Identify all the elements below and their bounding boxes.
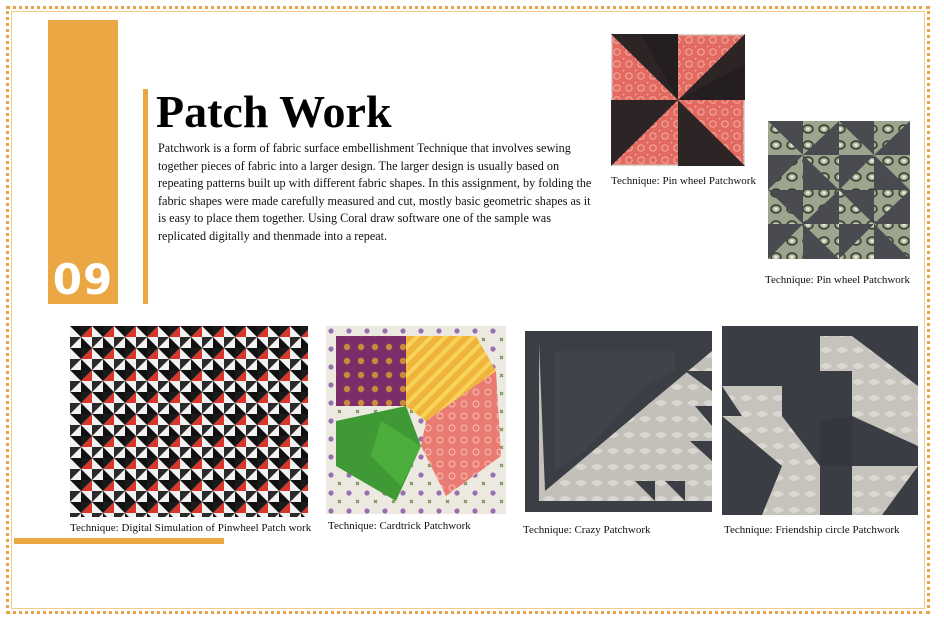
caption-pinwheel-2: Technique: Pin wheel Patchwork bbox=[765, 274, 910, 286]
crazy-patchwork-photo bbox=[525, 331, 712, 512]
caption-friendship: Technique: Friendship circle Patchwork bbox=[724, 524, 900, 536]
caption-cardtrick: Technique: Cardtrick Patchwork bbox=[328, 520, 471, 532]
pinwheel-coral-black-photo bbox=[611, 34, 745, 166]
friendship-circle-photo bbox=[722, 326, 918, 515]
page-number: 09 bbox=[52, 255, 114, 304]
caption-crazy: Technique: Crazy Patchwork bbox=[523, 524, 651, 536]
page-title: Patch Work bbox=[156, 86, 392, 137]
pinwheel-grey-green-photo bbox=[768, 121, 910, 259]
bottom-accent-bar bbox=[14, 538, 224, 544]
digital-pinwheel-repeat-photo bbox=[70, 326, 308, 517]
cardtrick-photo bbox=[326, 326, 506, 514]
caption-digital-simulation: Technique: Digital Simulation of Pinwheel Patch work bbox=[70, 522, 312, 534]
accent-rule bbox=[143, 89, 148, 304]
description-paragraph: Patchwork is a form of fabric surface embellishment Technique that involves sewing together pieces of fabric into a larger design. The larger design is usually based on repeating patterns built up with different fabric shapes. In this assignment, by folding the fabric shapes were made carefully measured and cut, mostly basic geometric shapes as it is easy to place them together. Using Coral draw software one of the sample was replicated digitally and thenmade into a repeat. bbox=[158, 141, 592, 243]
caption-pinwheel-1: Technique: Pin wheel Patchwork bbox=[611, 175, 756, 187]
